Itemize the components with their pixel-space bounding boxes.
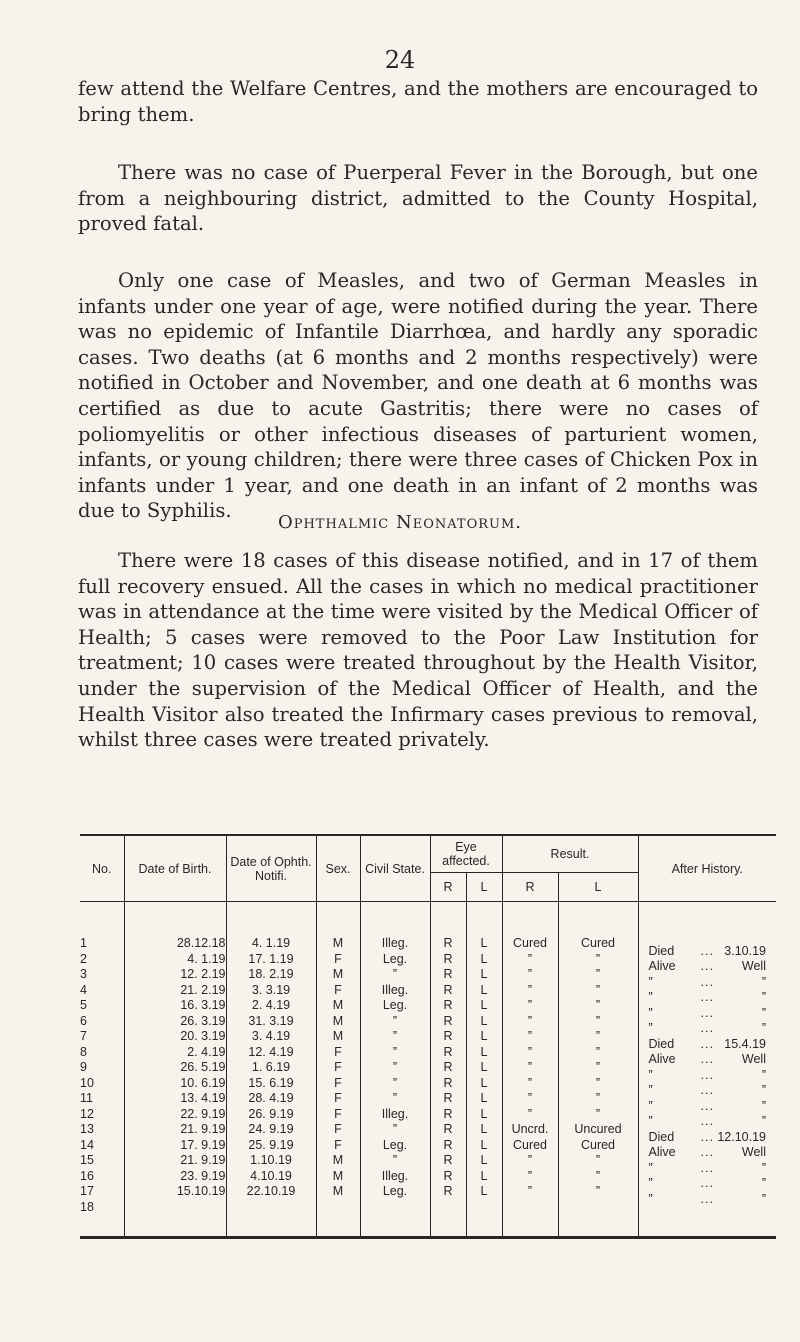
cell-eye-r: R <box>430 1060 466 1076</box>
after-history-outcome: ” <box>761 990 766 1005</box>
header-date-of-notification: Date of Ophth. Notifi. <box>226 835 316 902</box>
table-row <box>80 1045 776 1061</box>
cell-no: 5 <box>80 998 87 1012</box>
cell-eye-l: L <box>466 1184 502 1200</box>
cell-sex: F <box>316 1076 360 1092</box>
table-row <box>80 1029 776 1045</box>
leader-dots: ... <box>700 943 714 958</box>
cell-eye-r: R <box>430 1122 466 1138</box>
leader-dots: ... <box>700 1005 714 1020</box>
cell-sex: M <box>316 1184 360 1200</box>
cell-date-of-birth: 21. 9.19 <box>124 1122 226 1138</box>
cell-eye-l: L <box>466 1153 502 1169</box>
leader-dots: ... <box>700 1129 714 1144</box>
leader-dots: ... <box>700 1083 714 1098</box>
cell-civil-state: Illeg. <box>360 1107 430 1123</box>
header-sex: Sex. <box>316 835 360 902</box>
after-history-status: Died <box>648 943 675 958</box>
after-history-status: ” <box>648 1191 653 1206</box>
cell-after-history <box>638 983 776 1005</box>
cell-civil-state: Leg. <box>360 1138 430 1154</box>
after-history-outcome: Well <box>741 1145 766 1160</box>
after-history-outcome: ” <box>761 1005 766 1020</box>
cell-result-l: ” <box>558 1107 638 1123</box>
after-history-status: ” <box>648 1114 653 1129</box>
cell-after-history <box>638 1153 776 1175</box>
after-history-status: ” <box>648 1083 653 1098</box>
empty-cell <box>502 1200 558 1238</box>
cell-result-r: ” <box>502 967 558 983</box>
cell-no: 11 <box>80 1091 93 1105</box>
cell-eye-l: L <box>466 1107 502 1123</box>
leader-dots: ... <box>700 1021 714 1036</box>
cell-result-r: ” <box>502 983 558 999</box>
cell-civil-state: ” <box>360 1153 430 1169</box>
cell-date-of-birth: 15.10.19 <box>124 1184 226 1200</box>
cell-date-of-notification: 28. 4.19 <box>226 1091 316 1107</box>
cell-result-l: ” <box>558 1045 638 1061</box>
cell-date-of-birth: 17. 9.19 <box>124 1138 226 1154</box>
cell-eye-r: R <box>430 1076 466 1092</box>
cell-after-history <box>638 1184 776 1206</box>
cell-result-r: ” <box>502 952 558 968</box>
after-history-status: Alive <box>648 959 676 974</box>
cell-after-history <box>638 1169 776 1191</box>
after-history-status: Died <box>648 1129 675 1144</box>
cell-eye-r: R <box>430 936 466 952</box>
cell-sex: F <box>316 1060 360 1076</box>
cell-result-l: ” <box>558 1184 638 1200</box>
leader-dots: ... <box>700 1067 714 1082</box>
cell-no: 4 <box>80 982 87 997</box>
cell-no: 2 <box>80 951 87 966</box>
cell-civil-state: ” <box>360 967 430 983</box>
cell-result-r: Cured <box>502 936 558 952</box>
paragraph-measles: Only one case of Measles, and two of German Measles in infants under one year of age, were notified during the year. There was no epidemic of Infantile Diarrhœa, and hardly any sporadic cases. Two deaths (at 6 months and 2 months respectively) were notified in October and November, and one death at 6 months was certified as due to acute Gastritis; there were no cases of poliomyelitis or other infectious diseases of parturient women, infants, or young children; there were three cases of Chicken Pox in infants under 1 year, and one death in an infant of 2 months was due to Syphilis. <box>78 269 758 523</box>
cell-sex: M <box>316 1014 360 1030</box>
cell-eye-l: L <box>466 936 502 952</box>
table-row <box>80 1169 776 1185</box>
ophthalmic-cases-table <box>80 834 776 1239</box>
cell-result-r: ” <box>502 1076 558 1092</box>
table-header <box>80 835 776 936</box>
after-history-outcome: ” <box>761 1176 766 1191</box>
table-row <box>80 936 776 952</box>
paragraph-puerperal-fever: There was no case of Puerperal Fever in the Borough, but one from a neighbouring district, admitted to the County Hospital, proved fatal. <box>78 161 758 236</box>
header-result: Result. <box>502 835 638 873</box>
cell-eye-r: R <box>430 952 466 968</box>
cell-eye-l: L <box>466 967 502 983</box>
leader-dots: ... <box>700 1114 714 1129</box>
after-history-status: Alive <box>648 1052 676 1067</box>
cell-date-of-birth: 26. 5.19 <box>124 1060 226 1076</box>
cell-eye-r: R <box>430 1014 466 1030</box>
cell-eye-r: R <box>430 1107 466 1123</box>
section-heading: Ophthalmic Neonatorum. <box>277 512 523 533</box>
after-history-outcome: ” <box>761 1021 766 1036</box>
paragraph-welfare-centres: few attend the Welfare Centres, and the mothers are encouraged to bring them. <box>78 77 758 126</box>
cell-after-history <box>638 1091 776 1113</box>
cell-no: 12 <box>80 1106 94 1121</box>
cell-date-of-notification: 3. 4.19 <box>226 1029 316 1045</box>
cell-after-history <box>638 1045 776 1067</box>
leader-dots: ... <box>700 974 714 989</box>
cell-eye-l: L <box>466 998 502 1014</box>
cell-eye-l: L <box>466 1122 502 1138</box>
header-date-of-birth: Date of Birth. <box>124 835 226 902</box>
cell-no: 10 <box>80 1075 94 1090</box>
cell-civil-state: ” <box>360 1076 430 1092</box>
leader-dots: ... <box>700 990 714 1005</box>
cell-result-l: Cured <box>558 1138 638 1154</box>
cell-civil-state: Leg. <box>360 1184 430 1200</box>
cell-civil-state: Illeg. <box>360 936 430 952</box>
after-history-status: ” <box>648 1021 653 1036</box>
header-result-l: L <box>558 873 638 902</box>
cell-after-history <box>638 1138 776 1160</box>
cell-no: 8 <box>80 1044 87 1059</box>
after-history-outcome: ” <box>761 1067 766 1082</box>
cell-no: 13 <box>80 1122 94 1136</box>
cell-date-of-notification: 1.10.19 <box>226 1153 316 1169</box>
cell-date-of-notification: 15. 6.19 <box>226 1076 316 1092</box>
cell-date-of-notification: 31. 3.19 <box>226 1014 316 1030</box>
cell-eye-r: R <box>430 967 466 983</box>
cell-after-history <box>638 1029 776 1051</box>
cell-date-of-notification: 4.10.19 <box>226 1169 316 1185</box>
cell-eye-l: L <box>466 1045 502 1061</box>
cell-sex: M <box>316 1029 360 1045</box>
cell-sex: F <box>316 983 360 999</box>
cell-result-r: ” <box>502 1153 558 1169</box>
after-history-status: ” <box>648 1067 653 1082</box>
cell-eye-r: R <box>430 998 466 1014</box>
empty-cell <box>430 1200 466 1238</box>
cell-result-r: ” <box>502 998 558 1014</box>
table-row <box>80 1076 776 1092</box>
cell-eye-l: L <box>466 1060 502 1076</box>
cell-civil-state: Leg. <box>360 952 430 968</box>
leader-dots: ... <box>700 959 714 974</box>
cell-after-history <box>638 936 776 958</box>
cell-date-of-birth: 20. 3.19 <box>124 1029 226 1045</box>
table-row <box>80 1014 776 1030</box>
cell-result-r: ” <box>502 1169 558 1185</box>
cell-sex: M <box>316 1153 360 1169</box>
table-row <box>80 1153 776 1169</box>
cell-result-l: ” <box>558 1029 638 1045</box>
cell-sex: F <box>316 1138 360 1154</box>
cell-eye-l: L <box>466 1029 502 1045</box>
header-eye-affected: Eye affected. <box>430 835 502 873</box>
header-spacer <box>80 902 776 937</box>
after-history-status: ” <box>648 974 653 989</box>
after-history-status: Died <box>648 1036 675 1051</box>
after-history-outcome: Well <box>741 959 766 974</box>
cell-eye-l: L <box>466 1091 502 1107</box>
cell-no: 1 <box>80 936 87 950</box>
cell-date-of-birth: 23. 9.19 <box>124 1169 226 1185</box>
table-row <box>80 1122 776 1138</box>
after-history-outcome: ” <box>761 1114 766 1129</box>
cell-sex: M <box>316 1169 360 1185</box>
cell-date-of-notification: 25. 9.19 <box>226 1138 316 1154</box>
cell-date-of-birth: 10. 6.19 <box>124 1076 226 1092</box>
cell-date-of-birth: 12. 2.19 <box>124 967 226 983</box>
cell-eye-r: R <box>430 1045 466 1061</box>
page-number: 24 <box>384 46 416 74</box>
cell-date-of-notification: 17. 1.19 <box>226 952 316 968</box>
cell-date-of-birth: 13. 4.19 <box>124 1091 226 1107</box>
cell-result-l: ” <box>558 1060 638 1076</box>
header-civil-state: Civil State. <box>360 835 430 902</box>
cell-eye-l: L <box>466 952 502 968</box>
empty-cell <box>124 1200 226 1238</box>
cell-result-r: Cured <box>502 1138 558 1154</box>
cell-no: 3 <box>80 967 87 981</box>
cell-after-history <box>638 1107 776 1129</box>
cell-no: 7 <box>80 1029 87 1043</box>
table-row <box>80 983 776 999</box>
cell-eye-r: R <box>430 983 466 999</box>
cell-no: 6 <box>80 1013 87 1028</box>
cell-civil-state: ” <box>360 1122 430 1138</box>
cell-civil-state: Illeg. <box>360 983 430 999</box>
cell-civil-state: ” <box>360 1091 430 1107</box>
cell-date-of-notification: 24. 9.19 <box>226 1122 316 1138</box>
after-history-outcome: ” <box>761 1160 766 1175</box>
leader-dots: ... <box>700 1098 714 1113</box>
cell-no: 18 <box>80 1199 94 1214</box>
cell-result-l: ” <box>558 1091 638 1107</box>
table-row <box>80 967 776 983</box>
cell-eye-l: L <box>466 983 502 999</box>
cell-result-r: ” <box>502 1107 558 1123</box>
table-row <box>80 1107 776 1123</box>
cell-eye-l: L <box>466 1014 502 1030</box>
cell-result-r: ” <box>502 1014 558 1030</box>
cell-result-l: ” <box>558 998 638 1014</box>
after-history-outcome: 15.4.19 <box>724 1036 766 1051</box>
cell-civil-state: ” <box>360 1045 430 1061</box>
cell-no: 17 <box>80 1184 94 1198</box>
cell-eye-r: R <box>430 1029 466 1045</box>
cell-result-l: ” <box>558 967 638 983</box>
header-result-r: R <box>502 873 558 902</box>
cell-sex: M <box>316 998 360 1014</box>
cell-sex: F <box>316 1091 360 1107</box>
cell-date-of-birth: 21. 2.19 <box>124 983 226 999</box>
after-history-outcome: ” <box>761 1083 766 1098</box>
cell-result-r: ” <box>502 1029 558 1045</box>
cell-date-of-notification: 4. 1.19 <box>226 936 316 952</box>
cell-eye-l: L <box>466 1169 502 1185</box>
cell-date-of-notification: 18. 2.19 <box>226 967 316 983</box>
cell-after-history <box>638 998 776 1020</box>
cell-result-r: ” <box>502 1060 558 1076</box>
paragraph-ophthalmic: There were 18 cases of this disease notified, and in 17 of them full recovery ensued. All the cases in which no medical practitioner was in attendance at the time were visited by the Medical Officer of Health; 5 cases were removed to the Poor Law Institution for treatment; 10 cases were treated throughout by the Health Visitor, under the supervision of the Medical Officer of Health, and the Health Visitor also treated the Infirmary cases previous to removal, whilst three cases were treated privately. <box>78 549 758 752</box>
leader-dots: ... <box>700 1160 714 1175</box>
cell-after-history <box>638 1122 776 1144</box>
after-history-outcome: 12.10.19 <box>717 1129 766 1144</box>
table-row <box>80 1091 776 1107</box>
cell-no: 14 <box>80 1137 94 1152</box>
cell-civil-state: Illeg. <box>360 1169 430 1185</box>
cell-result-l: ” <box>558 983 638 999</box>
cell-date-of-birth: 21. 9.19 <box>124 1153 226 1169</box>
cell-date-of-birth: 16. 3.19 <box>124 998 226 1014</box>
empty-cell <box>360 1200 430 1238</box>
cell-civil-state: Leg. <box>360 998 430 1014</box>
cell-eye-r: R <box>430 1091 466 1107</box>
header-no: No. <box>92 861 112 876</box>
cell-date-of-birth: 2. 4.19 <box>124 1045 226 1061</box>
cell-after-history <box>638 1060 776 1082</box>
cell-no: 9 <box>80 1060 87 1074</box>
cell-date-of-notification: 12. 4.19 <box>226 1045 316 1061</box>
header-after-history: After History. <box>638 835 776 902</box>
cell-date-of-notification: 3. 3.19 <box>226 983 316 999</box>
cell-eye-r: R <box>430 1153 466 1169</box>
cell-after-history <box>638 1076 776 1098</box>
cell-after-history <box>638 967 776 989</box>
table-row <box>80 998 776 1014</box>
cell-result-r: ” <box>502 1184 558 1200</box>
table-row <box>80 1138 776 1154</box>
cell-date-of-birth: 4. 1.19 <box>124 952 226 968</box>
cell-sex: F <box>316 1045 360 1061</box>
empty-cell <box>466 1200 502 1238</box>
cell-eye-r: R <box>430 1138 466 1154</box>
cell-civil-state: ” <box>360 1029 430 1045</box>
table-row <box>80 1060 776 1076</box>
after-history-outcome: ” <box>761 974 766 989</box>
after-history-status: ” <box>648 1160 653 1175</box>
cell-result-l: ” <box>558 1076 638 1092</box>
cell-result-r: Uncrd. <box>502 1122 558 1138</box>
cell-sex: M <box>316 967 360 983</box>
cell-eye-l: L <box>466 1138 502 1154</box>
after-history-outcome: 3.10.19 <box>724 943 766 958</box>
cell-date-of-birth: 28.12.18 <box>124 936 226 952</box>
cell-date-of-birth: 26. 3.19 <box>124 1014 226 1030</box>
cell-date-of-notification: 22.10.19 <box>226 1184 316 1200</box>
empty-cell <box>558 1200 638 1238</box>
leader-dots: ... <box>700 1145 714 1160</box>
leader-dots: ... <box>700 1052 714 1067</box>
empty-cell <box>316 1200 360 1238</box>
after-history-outcome: ” <box>761 1098 766 1113</box>
cell-date-of-notification: 1. 6.19 <box>226 1060 316 1076</box>
cell-sex: F <box>316 952 360 968</box>
cell-no: 15 <box>80 1153 94 1167</box>
cell-result-l: ” <box>558 1014 638 1030</box>
cell-result-l: Uncured <box>558 1122 638 1138</box>
table-row <box>80 1184 776 1200</box>
cell-result-r: ” <box>502 1045 558 1061</box>
cell-after-history <box>638 952 776 974</box>
after-history-outcome: ” <box>761 1191 766 1206</box>
cell-after-history <box>638 1014 776 1036</box>
table-body <box>80 936 776 1237</box>
cell-result-l: ” <box>558 1169 638 1185</box>
cell-no: 16 <box>80 1168 94 1183</box>
leader-dots: ... <box>700 1191 714 1206</box>
after-history-status: ” <box>648 1005 653 1020</box>
after-history-status: ” <box>648 1176 653 1191</box>
table-row <box>80 952 776 968</box>
header-row <box>80 835 776 873</box>
cell-eye-r: R <box>430 1184 466 1200</box>
table-row <box>80 1200 776 1238</box>
cell-date-of-notification: 26. 9.19 <box>226 1107 316 1123</box>
after-history-status: ” <box>648 1098 653 1113</box>
after-history-outcome: Well <box>741 1052 766 1067</box>
empty-cell <box>226 1200 316 1238</box>
cell-result-l: Cured <box>558 936 638 952</box>
cell-sex: F <box>316 1122 360 1138</box>
cell-civil-state: ” <box>360 1014 430 1030</box>
cell-civil-state: ” <box>360 1060 430 1076</box>
header-eye-r: R <box>430 873 466 902</box>
cell-date-of-birth: 22. 9.19 <box>124 1107 226 1123</box>
cell-sex: M <box>316 936 360 952</box>
header-eye-l: L <box>466 873 502 902</box>
leader-dots: ... <box>700 1036 714 1051</box>
cell-result-r: ” <box>502 1091 558 1107</box>
after-history-status: ” <box>648 990 653 1005</box>
cell-sex: F <box>316 1107 360 1123</box>
cell-date-of-notification: 2. 4.19 <box>226 998 316 1014</box>
cell-eye-l: L <box>466 1076 502 1092</box>
leader-dots: ... <box>700 1176 714 1191</box>
cell-result-l: ” <box>558 1153 638 1169</box>
cell-result-l: ” <box>558 952 638 968</box>
after-history-status: Alive <box>648 1145 676 1160</box>
cell-eye-r: R <box>430 1169 466 1185</box>
